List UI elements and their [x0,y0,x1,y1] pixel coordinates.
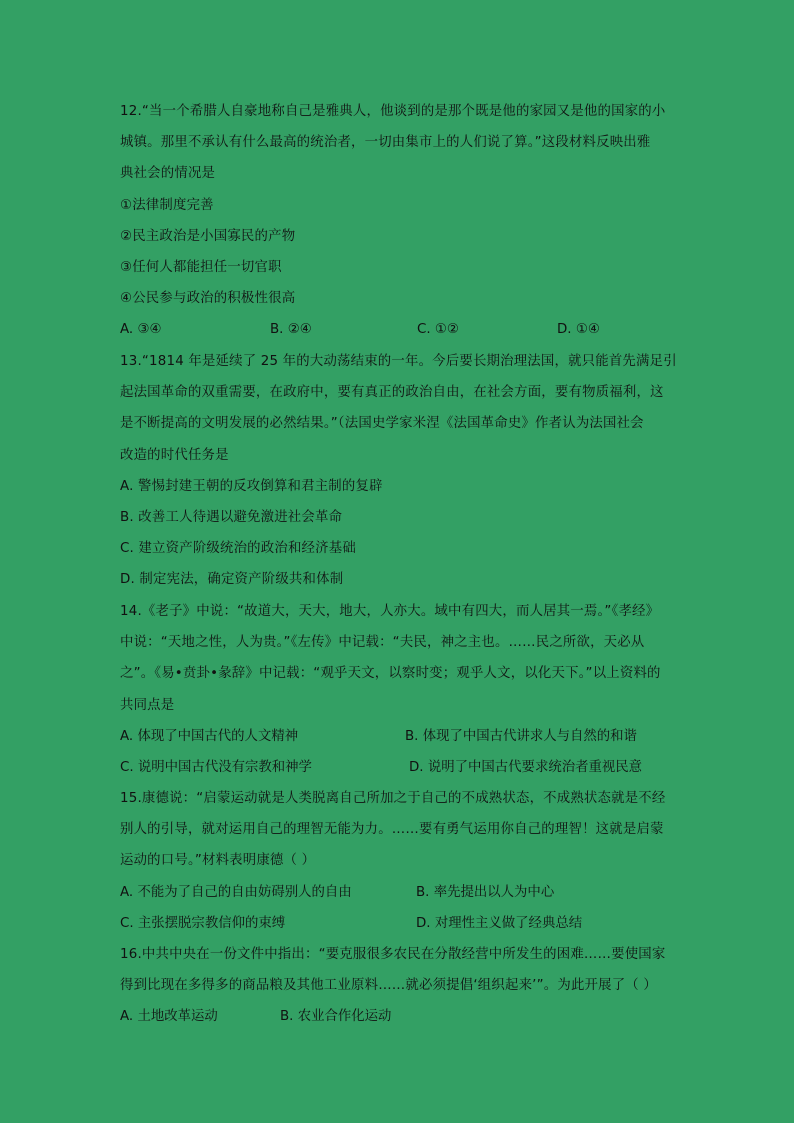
question-12-line-1: 12.“当一个希腊人自豪地称自己是雅典人，他谈到的是那个既是他的家园又是他的国家的小 [120,104,666,119]
question-15-option-b[interactable]: B. 率先提出以人为中心 [416,884,555,900]
question-14-option-d[interactable]: D. 说明了中国古代要求统治者重视民意 [409,759,643,775]
question-13-option-d[interactable]: D. 制定宪法，确定资产阶级共和体制 [120,572,344,588]
question-16-options [120,1001,680,1032]
question-14-line-2: 中说：“天地之性，人为贵。”《左传》中记载：“夫民，神之主也。……民之所欲，天必从 [120,635,645,651]
question-14-options-row-2 [120,752,680,783]
question-12-statement-3: ③任何人都能担任一切官职 [120,259,282,275]
question-13-option-c[interactable]: C. 建立资产阶级统治的政治和经济基础 [120,541,356,557]
question-13 [120,346,680,596]
question-15-option-a[interactable]: A. 不能为了自己的自由妨碍别人的自由 [120,884,352,900]
question-12-line-3: 典社会的情况是 [120,166,216,182]
question-13-line-3: 是不断提高的文明发展的必然结果。”（法国史学家米涅《法国革命史》作者认为法国社会 [120,416,644,432]
question-15-options-row-2 [120,908,680,939]
question-12-option-a[interactable]: A. ③④ [120,322,162,338]
question-12-option-c[interactable]: C. ①② [417,322,459,338]
question-13-line-1: 13.“1814 年是延续了 25 年的大动荡结束的一年。今后要长期治理法国，就只能首先满足引 [120,354,677,369]
question-12 [120,96,680,346]
question-16-line-1: 16.中共中央在一份文件中指出：“要克服很多农民在分散经营中所发生的困难……要使国家 [120,947,666,962]
question-15-line-2: 别人的引导，就对运用自己的理智无能为力。……要有勇气运用你自己的理智！这就是启蒙 [120,822,664,838]
question-12-option-d[interactable]: D. ①④ [557,322,600,338]
question-14-options-row-1 [120,721,680,752]
question-13-option-a[interactable]: A. 警惕封建王朝的反攻倒算和君主制的复辟 [120,478,383,494]
question-13-option-b[interactable]: B. 改善工人待遇以避免激进社会革命 [120,509,343,525]
question-16 [120,939,680,1033]
question-14-option-b[interactable]: B. 体现了中国古代讲求人与自然的和谐 [405,728,637,744]
question-12-option-b[interactable]: B. ②④ [270,322,312,338]
question-14-line-4: 共同点是 [120,697,175,713]
question-12-statement-4: ④公民参与政治的积极性很高 [120,291,296,307]
question-15 [120,783,680,939]
question-15-option-d[interactable]: D. 对理性主义做了经典总结 [416,915,583,931]
question-14-option-c[interactable]: C. 说明中国古代没有宗教和神学 [120,759,312,775]
question-14 [120,596,680,783]
question-16-option-b[interactable]: B. 农业合作化运动 [280,1009,392,1025]
question-15-line-3: 运动的口号。”材料表明康德（ ） [120,853,316,869]
question-13-line-2: 起法国革命的双重需要，在政府中，要有真正的政治自由，在社会方面，要有物质福利，这 [120,385,664,401]
question-12-statement-2: ②民主政治是小国寡民的产物 [120,228,296,244]
question-12-line-2: 城镇。那里不承认有什么最高的统治者，一切由集市上的人们说了算。”这段材料反映出雅 [120,135,651,151]
question-14-line-3: 之”。《易•贲卦•彖辞》中记载：“观乎天文，以察时变；观乎人文，以化天下。”以上资料的 [120,666,661,682]
question-14-option-a[interactable]: A. 体现了中国古代的人文精神 [120,728,299,744]
question-15-options-row-1 [120,877,680,908]
question-13-line-4: 改造的时代任务是 [120,447,229,463]
question-15-option-c[interactable]: C. 主张摆脱宗教信仰的束缚 [120,915,286,931]
question-16-line-2: 得到比现在多得多的商品粮及其他工业原料……就必须提倡‘组织起来’”。为此开展了（ ） [120,978,657,994]
question-16-option-a[interactable]: A. 土地改革运动 [120,1009,218,1025]
question-14-line-1: 14.《老子》中说：“故道大，天大，地大，人亦大。域中有四大，而人居其一焉。”《孝经》 [120,604,660,619]
question-12-statement-1: ①法律制度完善 [120,197,214,213]
question-15-line-1: 15.康德说：“启蒙运动就是人类脱离自己所加之于自己的不成熟状态，不成熟状态就是不经 [120,791,666,806]
question-12-options [120,314,680,345]
